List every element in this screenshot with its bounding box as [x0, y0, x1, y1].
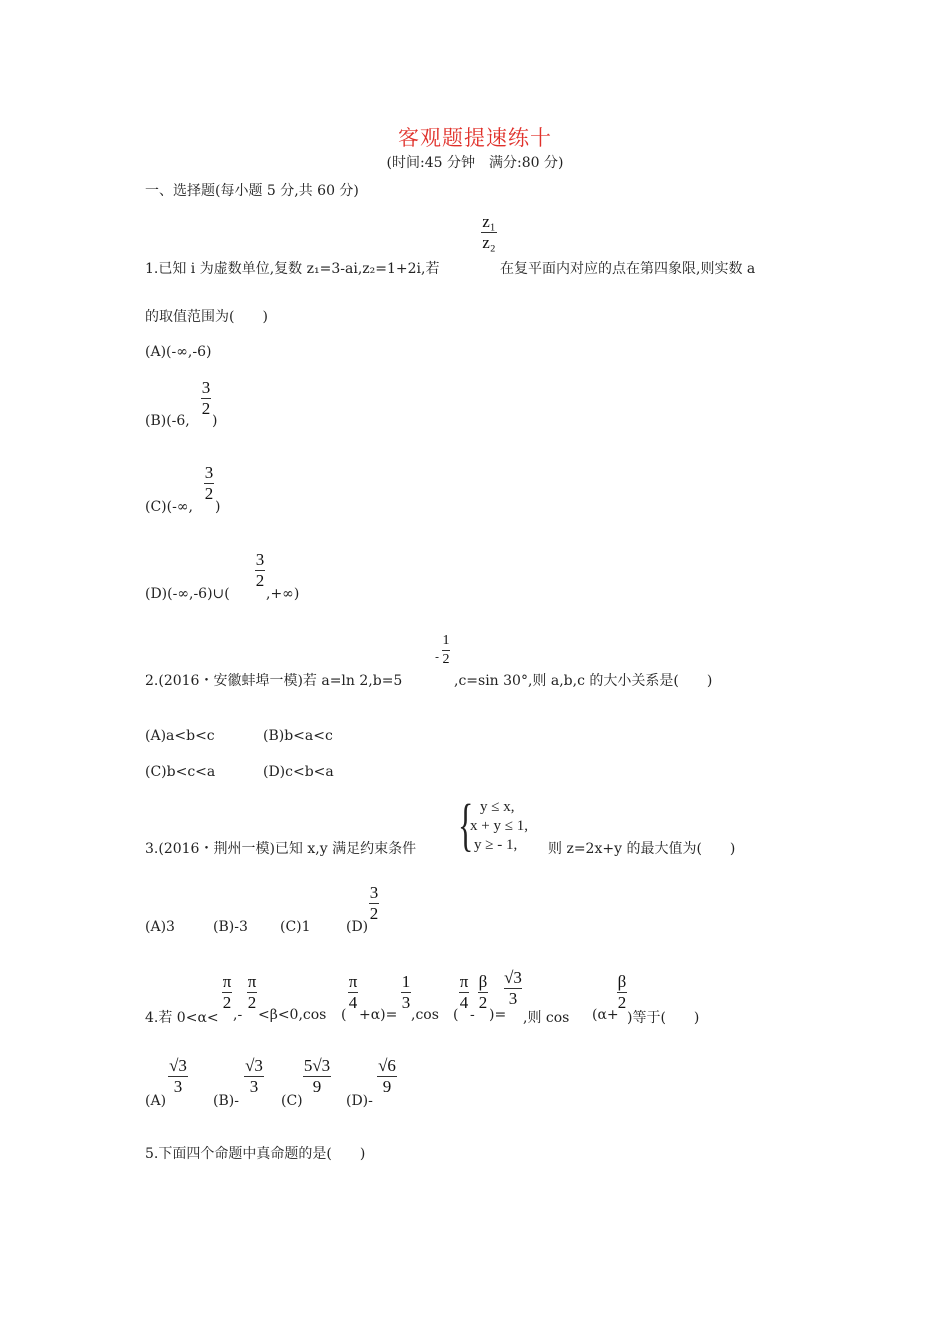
- constraint-system: [470, 798, 528, 855]
- frac-pi-over-2: π 2: [222, 972, 232, 1012]
- frac-beta-over-2-b: β 2: [617, 972, 627, 1012]
- q3-option-a: (A)3: [145, 919, 175, 935]
- q3-stem-a: 3.(2016・荆州一模)已知 x,y 满足约束条件: [145, 841, 417, 857]
- frac-beta-over-2: β 2: [478, 972, 488, 1012]
- constraint-1: y ≤ x,: [480, 799, 515, 815]
- frac-one-third: 1 3: [401, 972, 411, 1012]
- frac-pi-over-2-b: π 2: [247, 972, 257, 1012]
- q2-exponent-sign: -: [435, 650, 440, 664]
- section-heading: 一、选择题(每小题 5 分,共 60 分): [145, 183, 359, 199]
- constraint-2: x + y ≤ 1,: [470, 818, 528, 834]
- constraint-3: y ≥ - 1,: [474, 837, 518, 853]
- q3-stem-b: 则 z=2x+y 的最大值为( ): [548, 841, 736, 857]
- q2-stem-a: 2.(2016・安徽蚌埠一模)若 a=ln 2,b=5: [145, 673, 403, 689]
- q2-option-d: (D)c<b<a: [263, 764, 334, 780]
- page-title: 客观题提速练十: [398, 126, 552, 150]
- q1-stem-c: 的取值范围为( ): [145, 309, 268, 325]
- q2-option-b: (B)b<a<c: [263, 728, 333, 744]
- q3-option-c: (C)1: [280, 919, 311, 935]
- q1-stem-a: 1.已知 i 为虚数单位,复数 z₁=3-ai,z₂=1+2i,若: [145, 261, 440, 277]
- system-brace: {: [458, 792, 474, 857]
- q2-option-c: (C)b<c<a: [145, 764, 216, 780]
- q2-stem-b: ,c=sin 30°,则 a,b,c 的大小关系是( ): [454, 673, 713, 689]
- q1-fraction: z₁ z₂: [482, 212, 496, 252]
- q2-exponent: 1 2: [442, 633, 450, 667]
- frac-sqrt3-over-3: √3 3: [504, 968, 522, 1008]
- frac-pi-over-4-b: π 4: [459, 972, 469, 1012]
- q2-option-a: (A)a<b<c: [145, 728, 215, 744]
- frac-pi-over-4: π 4: [348, 972, 358, 1012]
- q1-option-a: (A)(-∞,-6): [145, 344, 212, 360]
- page-subtitle: (时间:45 分钟 满分:80 分): [386, 155, 564, 171]
- question-5: 5.下面四个命题中真命题的是( ): [145, 1146, 366, 1162]
- q3-option-b: (B)-3: [213, 919, 248, 935]
- q1-stem-b: 在复平面内对应的点在第四象限,则实数 a: [500, 261, 756, 277]
